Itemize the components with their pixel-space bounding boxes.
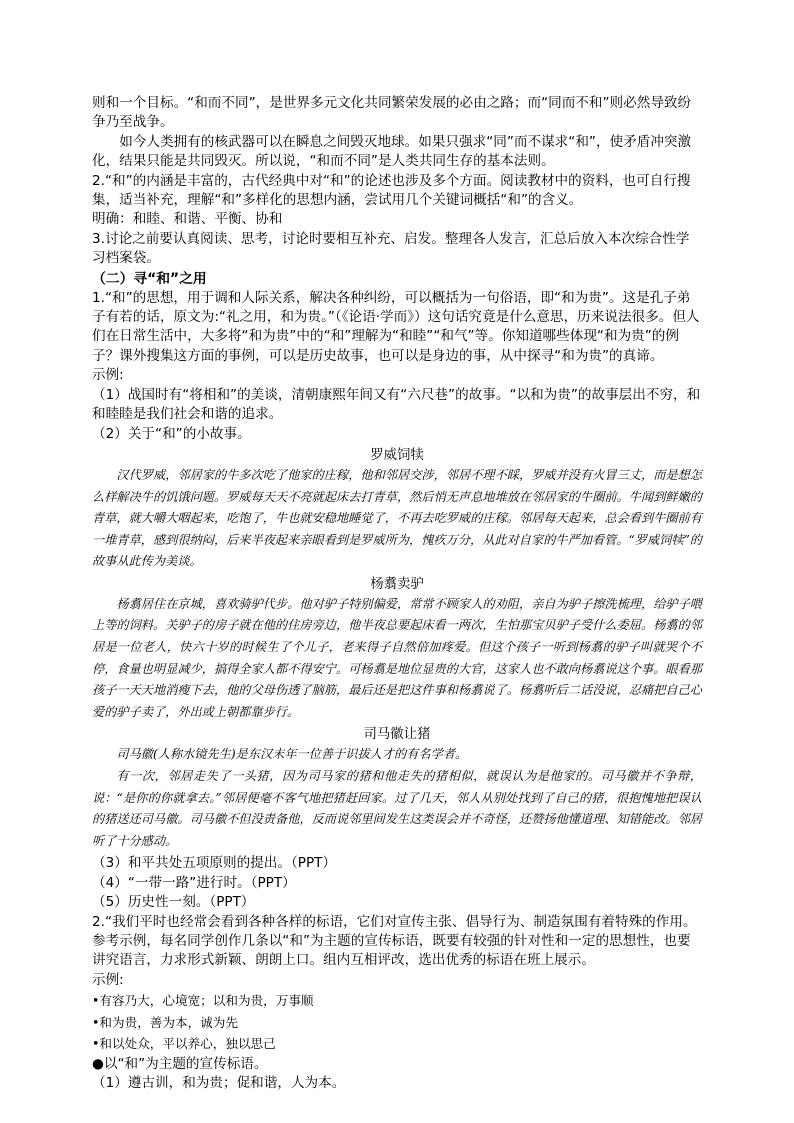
slogan-bullet-3: •和以处众，平以养心，独以思己 [92, 1036, 276, 1052]
paragraph-task-3: 3.讨论之前要认真阅读、思考，讨论时要相互补充、启发。整理各人发言，汇总后放入本次综合性学习档案袋。 [92, 230, 690, 267]
example-item-5: （5）历史性一刻。（PPT） [92, 894, 255, 911]
example-item-2: （2）关于“和”的小故事。 [92, 425, 251, 442]
paragraph-he-wei-gui: 1.“和”的思想，用于调和人际关系，解决各种纠纷，可以概括为一句俗语，即“和为贵”。这是孔子弟子有若的话，原文为:“礼之用，和为贵。”（《论语·学而》）这句话究竟是什么意思，历来说法很多。但人们在日常生活中，大多将“和为贵”中的“和”理解为“和睦”“和气”等。你知道哪些体现“和为贵”的例子？课外搜集这方面的事例，可以是历史故事，也可以是身边的事，从中探寻“和为贵”的真谛。 [92, 289, 700, 364]
story-intro-sima-hui: 司马徽(人称水镜先生)是东汉末年一位善于识拔人才的有名学者。 [116, 747, 468, 762]
paragraph-task-2: 2.“和”的内涵是丰富的，古代经典中对“和”的论述也涉及多个方面。阅读教材中的资料，也可自行搜集，适当补充，理解“和”多样化的思想内涵，尝试用几个关键词概括“和”的含义。 [92, 172, 691, 209]
slogan-bullet-2: •和为贵，善为本，诚为先 [92, 1014, 238, 1030]
paragraph-answer: 明确：和睦、和谐、平衡、协和 [92, 211, 283, 228]
story-text-sima-hui: 有一次，邻居走失了一头猪，因为司马家的猪和他走失的猪相似，就误认为是他家的。司马徽并不争辩，说：“是你的你就拿去。”邻居便毫不客气地把猪赶回家。过了几天，邻人从别处找到了自己的猪，很抱愧地把误认的猪送还司马徽。司马徽不但没责备他，反而说邻里间发生这类误会并不奇怪，还赞扬他懂道理、知错能改。邻居听了十分感动。 [92, 769, 702, 848]
example-item-4: （4）“一带一路”进行时。（PPT） [92, 874, 296, 891]
slogan-bullet-1: •有容乃大，心境宽；以和为贵，万事顺 [92, 993, 314, 1009]
story-text-yang-zhu: 杨翥居住在京城，喜欢骑驴代步。他对驴子特别偏爱，常常不顾家人的劝阻，亲自为驴子擦洗梳理，给驴子喂上等的饲料。关驴子的房子就在他的住房旁边，他半夜总要起床看一两次，生怕那宝贝驴子受什么委屈。杨翥的邻居是一位老人，快六十岁的时候生了个儿子，老来得子自然倍加疼爱。但这个孩子一听到杨翥的驴子叫就哭个不停，食量也明显减少，搞得全家人都不得安宁。可杨翥是地位显贵的大官，这家人也不敢向杨翥说这个事。眼看那孩子一天天地消瘦下去，他的父母伤透了脑筋，最后还是把这件事和杨翥说了。杨翥听后二话没说，忍痛把自己心爱的驴子卖了，外出或上朝都靠步行。 [92, 596, 702, 719]
story-text-luo-wei: 汉代罗威，邻居家的牛多次吃了他家的庄稼，他和邻居交涉，邻居不理不睬，罗威并没有火冒三丈，而是想怎么样解决牛的饥饿问题。罗威每天天不亮就起床去打青草，然后悄无声息地堆放在邻居家的牛圈前。牛闻到鲜嫩的青草，就大嚼大咽起来，吃饱了，牛也就安稳地睡觉了，不再去吃罗威的庄稼。邻居每天起来，总会看到牛圈前有一堆青草，感到很纳闷，后来半夜起来亲眼看到是罗威所为，愧疚万分，从此对自家的牛严加看管。“罗威饲犊”的故事从此传为美谈。 [92, 467, 702, 569]
slogan-heading: ●以“和”为主题的宣传标语。 [92, 1055, 268, 1072]
slogan-item-1: （1）遵古训，和为贵；促和谐，人为本。 [92, 1075, 346, 1092]
paragraph-slogan-task: 2.“我们平时也经常会看到各种各样的标语，它们对宣传主张、倡导行为、制造氛围有着特殊的作用。参考示例，每名同学创作几条以“和”为主题的宣传标语，既要有较强的针对性和一定的思想性，也要讲究语言，力求形式新颖、朗朗上口。组内互相评改，选出优秀的标语在班上展示。 [92, 913, 697, 969]
paragraph-world-culture: 则和一个目标。“和而不同”，是世界多元文化共同繁荣发展的必由之路；而“同而不和”则必然导致纷争乃至战争。 [92, 95, 692, 131]
story-title-yang-zhu: 杨翥卖驴 [370, 576, 424, 592]
section-heading-use-of-he: （二）寻“和”之用 [92, 270, 207, 287]
example-item-3: （3）和平共处五项原则的提出。（PPT） [92, 855, 337, 872]
example-label-2: 示例: [92, 971, 124, 988]
example-item-1: （1）战国时有“将相和”的美谈，清朝康熙年间又有“六尺巷”的故事。“以和为贵”的故事层出不穷，和和睦睦是我们社会和谐的追求。 [92, 386, 701, 423]
example-label: 示例: [92, 367, 124, 384]
story-title-sima-hui: 司马徽让猪 [363, 727, 431, 743]
paragraph-nuclear-weapons: 如今人类拥有的核武器可以在瞬息之间毁灭地球。如果只强求“同”而不谋求“和”，使矛盾冲突激化，结果只能是共同毁灭。所以说，“和而不同”是人类共同生存的基本法则。 [92, 133, 692, 170]
story-title-luo-wei: 罗威饲犊 [370, 447, 424, 463]
